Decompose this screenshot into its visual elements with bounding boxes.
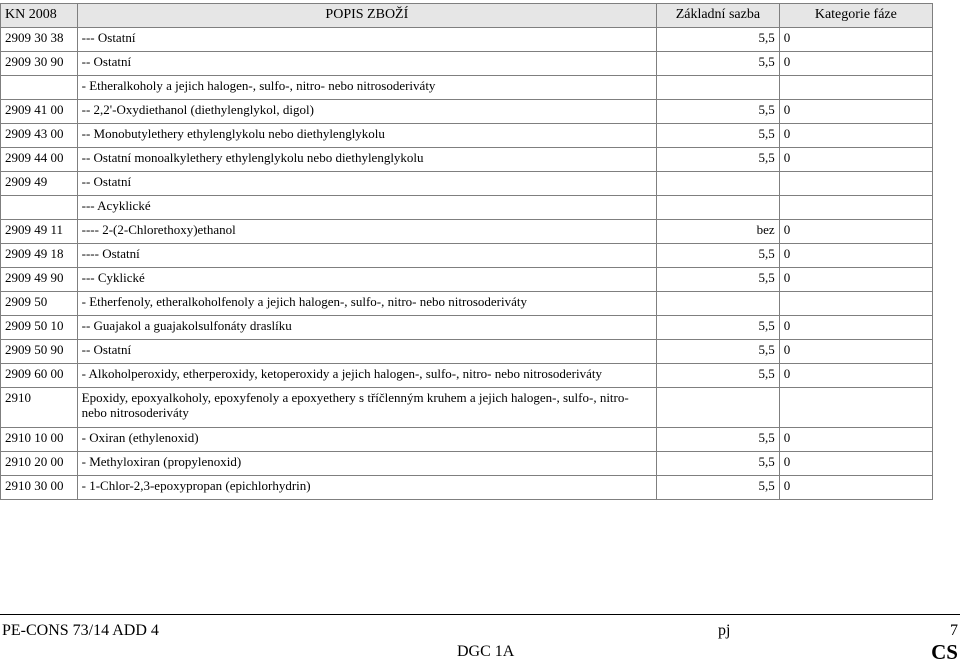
cell-rate: 5,5 (657, 28, 780, 52)
cell-rate: 5,5 (657, 452, 780, 476)
page-footer (0, 620, 960, 662)
cell-rate: 5,5 (657, 148, 780, 172)
cell-code (1, 76, 78, 100)
cell-code: 2909 41 00 (1, 100, 78, 124)
cell-category: 0 (779, 28, 932, 52)
table-row (1, 220, 933, 244)
cell-rate: 5,5 (657, 244, 780, 268)
cell-description: -- Ostatní (77, 340, 656, 364)
cell-description: - Alkoholperoxidy, etherperoxidy, ketoperoxidy a jejich halogen-, sulfo-, nitro- nebo nitrosoderiváty (77, 364, 656, 388)
cell-description: - Methyloxiran (propylenoxid) (77, 452, 656, 476)
cell-description: - 1-Chlor-2,3-epoxypropan (epichlorhydrin) (77, 476, 656, 500)
cell-code: 2909 50 90 (1, 340, 78, 364)
cell-code: 2909 30 90 (1, 52, 78, 76)
tariff-table (0, 3, 933, 500)
cell-rate (657, 76, 780, 100)
cell-code: 2909 43 00 (1, 124, 78, 148)
cell-category (779, 292, 932, 316)
table-row (1, 28, 933, 52)
cell-description: -- Guajakol a guajakolsulfonáty draslíku (77, 316, 656, 340)
cell-category: 0 (779, 476, 932, 500)
table-row (1, 148, 933, 172)
cell-category (779, 172, 932, 196)
cell-description: --- Ostatní (77, 28, 656, 52)
cell-code: 2909 49 18 (1, 244, 78, 268)
cell-category: 0 (779, 244, 932, 268)
cell-description: - Etherfenoly, etheralkoholfenoly a jejich halogen-, sulfo-, nitro- nebo nitrosoderiváty (77, 292, 656, 316)
cell-category: 0 (779, 340, 932, 364)
cell-code (1, 196, 78, 220)
cell-description: -- Ostatní (77, 172, 656, 196)
cell-rate: 5,5 (657, 124, 780, 148)
cell-category (779, 388, 932, 428)
cell-rate (657, 196, 780, 220)
cell-category (779, 196, 932, 220)
cell-category: 0 (779, 100, 932, 124)
cell-code: 2910 (1, 388, 78, 428)
footer-language: CS (931, 640, 958, 664)
table-row (1, 268, 933, 292)
header-code: KN 2008 (1, 4, 78, 28)
cell-code: 2909 49 11 (1, 220, 78, 244)
cell-code: 2910 20 00 (1, 452, 78, 476)
cell-description: ---- Ostatní (77, 244, 656, 268)
cell-code: 2910 10 00 (1, 428, 78, 452)
cell-rate: 5,5 (657, 340, 780, 364)
table-row (1, 172, 933, 196)
cell-code: 2909 49 90 (1, 268, 78, 292)
table-header-row (1, 4, 933, 28)
table-row (1, 452, 933, 476)
cell-description: - Oxiran (ethylenoxid) (77, 428, 656, 452)
cell-rate (657, 292, 780, 316)
cell-description: -- Monobutylethery ethylenglykolu nebo diethylenglykolu (77, 124, 656, 148)
cell-code: 2910 30 00 (1, 476, 78, 500)
cell-rate: 5,5 (657, 100, 780, 124)
table-row (1, 292, 933, 316)
cell-rate (657, 388, 780, 428)
cell-description: --- Acyklické (77, 196, 656, 220)
cell-rate: 5,5 (657, 476, 780, 500)
cell-description: -- 2,2'-Oxydiethanol (diethylenglykol, digol) (77, 100, 656, 124)
table-row (1, 316, 933, 340)
table-row (1, 124, 933, 148)
table-row (1, 100, 933, 124)
table-row (1, 476, 933, 500)
table-row (1, 52, 933, 76)
cell-category: 0 (779, 428, 932, 452)
table-row (1, 388, 933, 428)
cell-rate: 5,5 (657, 52, 780, 76)
cell-code: 2909 30 38 (1, 28, 78, 52)
cell-code: 2909 50 10 (1, 316, 78, 340)
cell-description: -- Ostatní monoalkylethery ethylenglykolu nebo diethylenglykolu (77, 148, 656, 172)
header-category: Kategorie fáze (779, 4, 932, 28)
cell-category: 0 (779, 316, 932, 340)
table-row (1, 196, 933, 220)
cell-rate: 5,5 (657, 268, 780, 292)
cell-description: -- Ostatní (77, 52, 656, 76)
footer-dgc: DGC 1A (457, 643, 515, 660)
cell-category: 0 (779, 52, 932, 76)
cell-code: 2909 60 00 (1, 364, 78, 388)
table-row (1, 364, 933, 388)
cell-rate: bez (657, 220, 780, 244)
footer-initials: pj (718, 622, 731, 639)
table-row (1, 428, 933, 452)
cell-description: - Etheralkoholy a jejich halogen-, sulfo-, nitro- nebo nitrosoderiváty (77, 76, 656, 100)
cell-description: --- Cyklické (77, 268, 656, 292)
cell-rate: 5,5 (657, 364, 780, 388)
cell-code: 2909 44 00 (1, 148, 78, 172)
cell-category: 0 (779, 148, 932, 172)
cell-category: 0 (779, 124, 932, 148)
cell-rate: 5,5 (657, 316, 780, 340)
footer-doc-ref: PE-CONS 73/14 ADD 4 (2, 622, 159, 639)
cell-category: 0 (779, 364, 932, 388)
header-rate: Základní sazba (657, 4, 780, 28)
cell-description: ---- 2-(2-Chlorethoxy)ethanol (77, 220, 656, 244)
cell-category: 0 (779, 452, 932, 476)
header-description: POPIS ZBOŽÍ (77, 4, 656, 28)
cell-rate (657, 172, 780, 196)
table-row (1, 76, 933, 100)
cell-code: 2909 50 (1, 292, 78, 316)
cell-code: 2909 49 (1, 172, 78, 196)
cell-category: 0 (779, 220, 932, 244)
cell-category (779, 76, 932, 100)
cell-rate: 5,5 (657, 428, 780, 452)
footer-page-number: 7 (950, 622, 958, 639)
table-row (1, 244, 933, 268)
table-row (1, 340, 933, 364)
cell-category: 0 (779, 268, 932, 292)
footer-divider (0, 614, 960, 615)
cell-description: Epoxidy, epoxyalkoholy, epoxyfenoly a epoxyethery s tříčlenným kruhem a jejich halogen-, sulfo-, nitro- nebo nitrosoderiváty (77, 388, 656, 428)
